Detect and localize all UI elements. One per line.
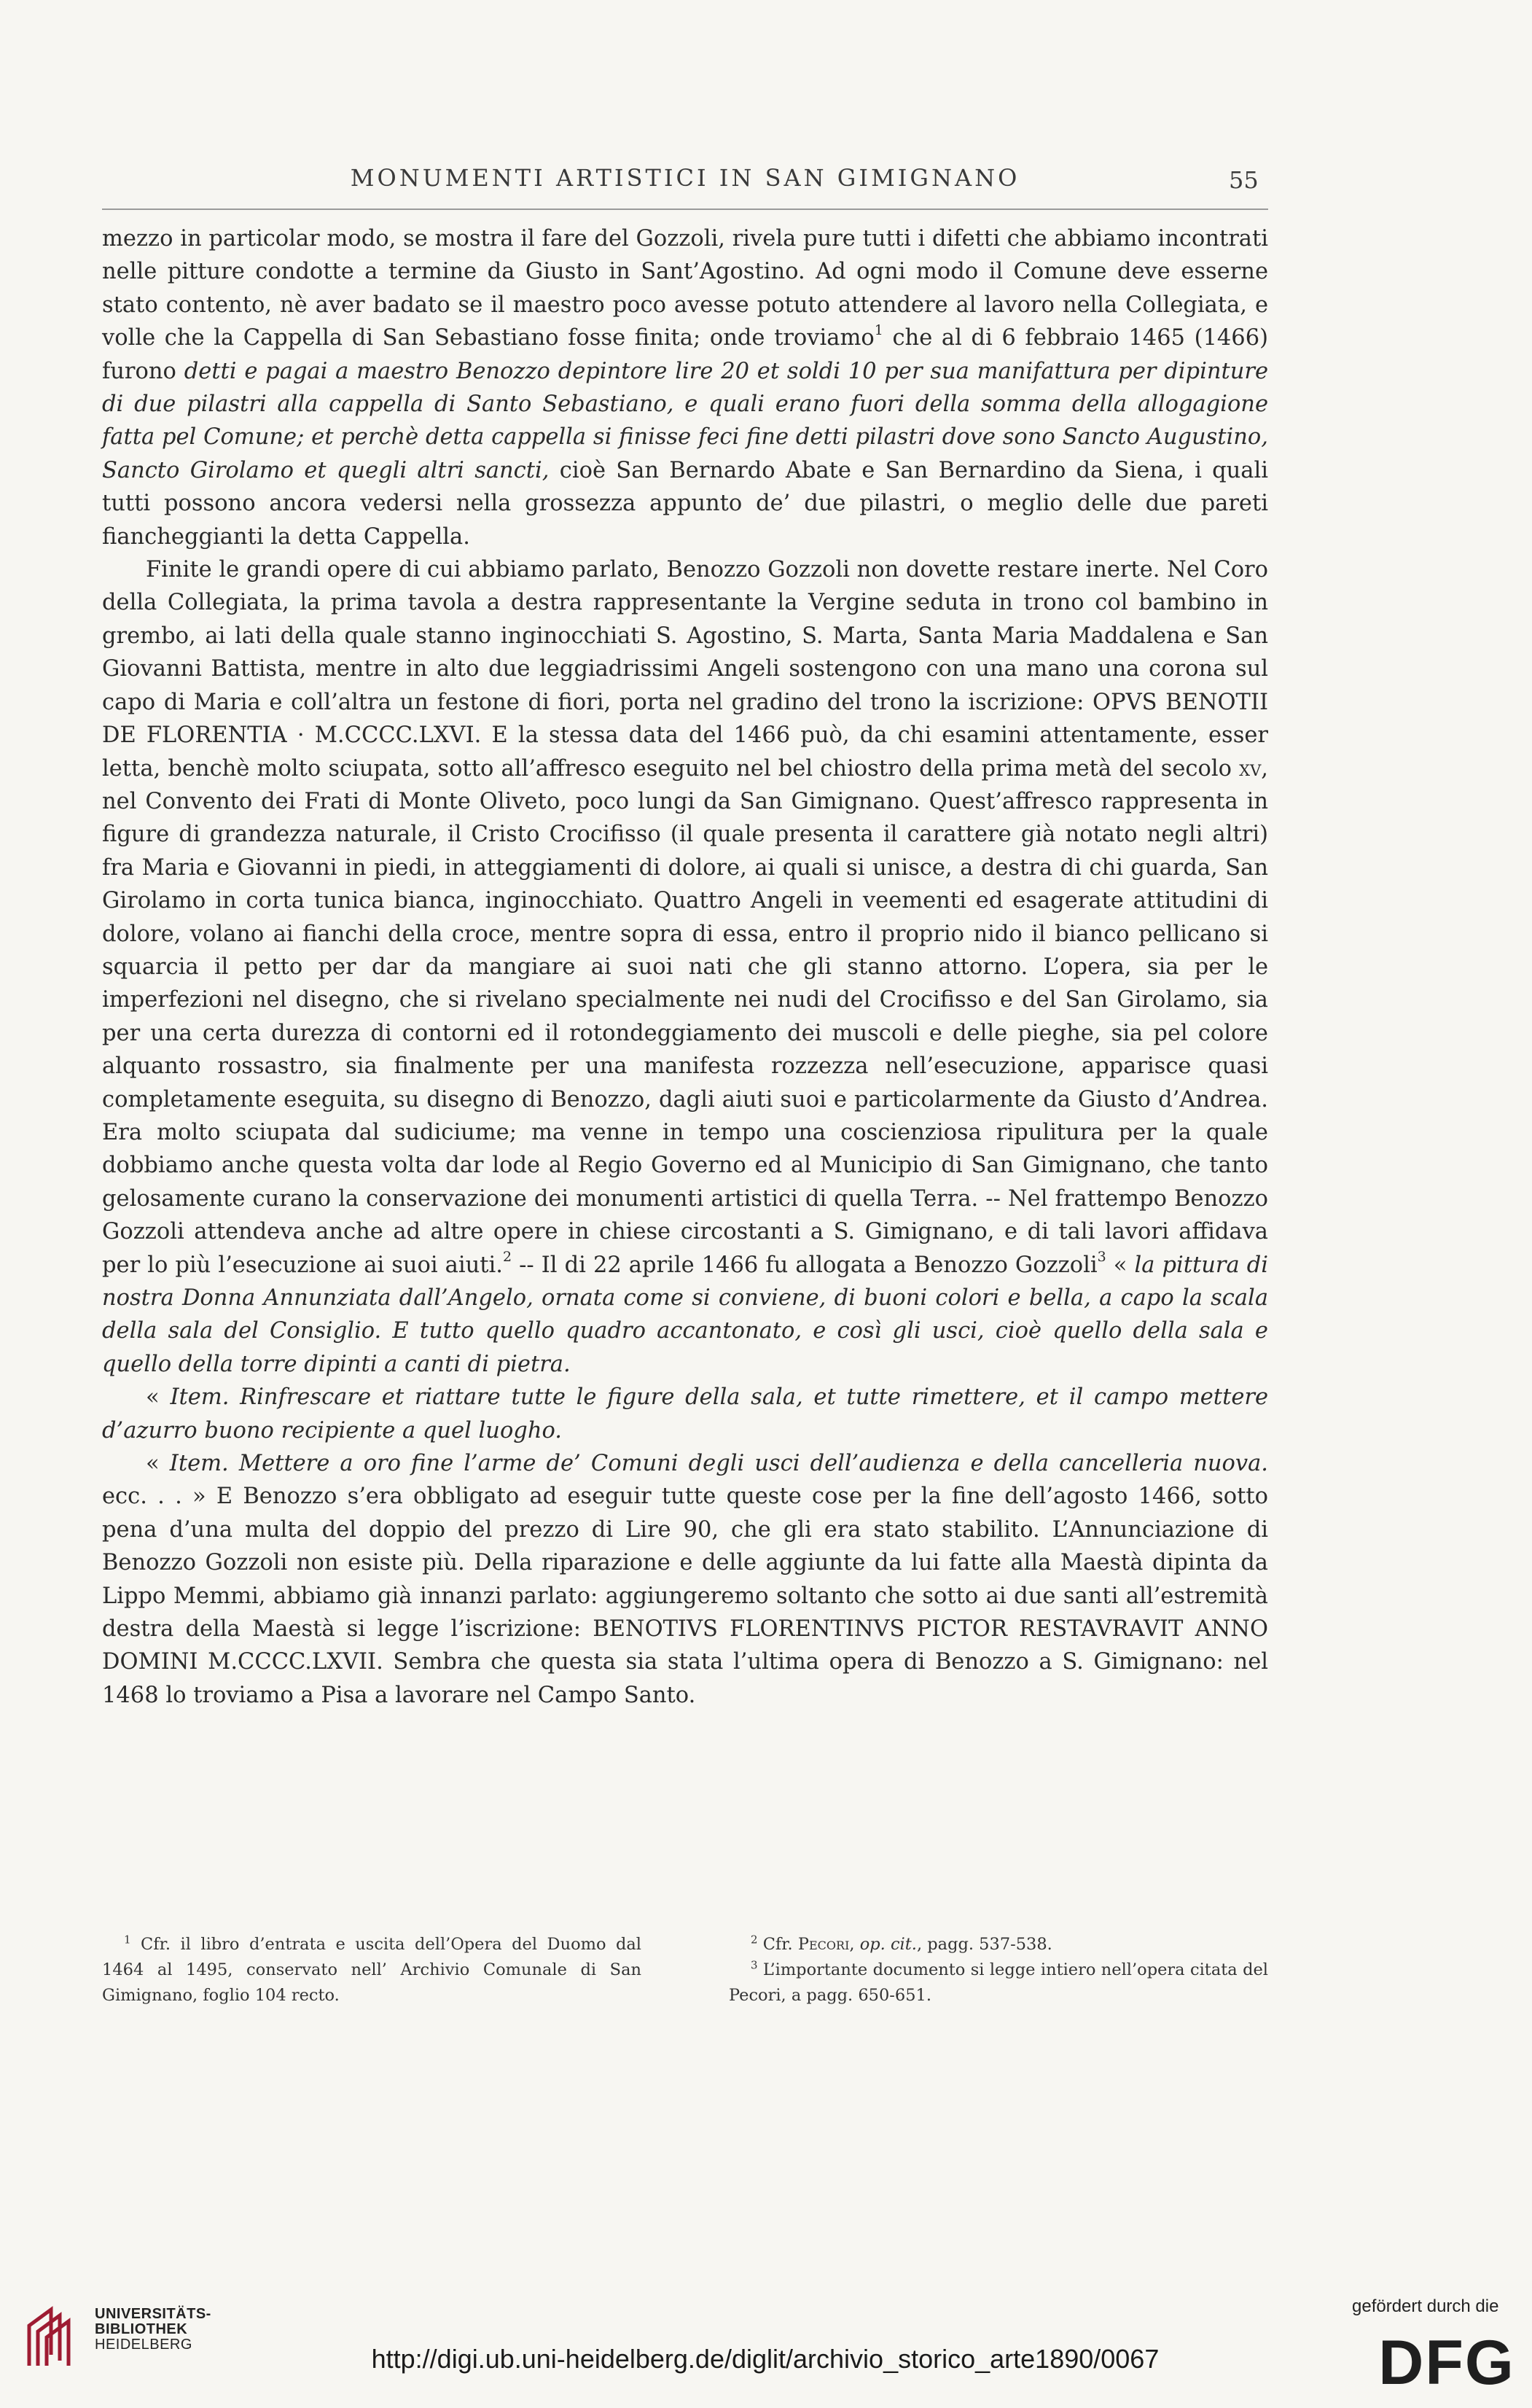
text-run: « — [146, 1384, 171, 1411]
footnotes-right-column — [729, 1932, 1268, 2008]
dfg-logo-text: DFG — [1378, 2328, 1515, 2397]
footnote-2 — [729, 1932, 1268, 1957]
funding-caption: gefördert durch die — [1352, 2296, 1499, 2316]
quoted-document-text: Item. Mettere a oro fine l’arme de’ Comuni degli usci dell’audienza e della cancelleria nuova. — [169, 1451, 1269, 1477]
footnote-text: , — [849, 1935, 860, 1954]
footnote-marker: 3 — [751, 1958, 758, 1972]
footnote-marker: 1 — [124, 1933, 131, 1947]
page-number: 55 — [1229, 166, 1259, 194]
paragraph-1 — [102, 222, 1268, 553]
footnote-marker: 2 — [751, 1933, 758, 1947]
text-run: cioè San Bernardo Abate e San Bernardino da Siena, i quali tutti possono ancora vedersi nella grossezza appunto de’ due pilastri, o meglio delle due pareti fiancheggianti la detta Cappella. — [102, 457, 1268, 550]
funding-notice — [1323, 2296, 1520, 2399]
text-run: -- Il di 22 aprile 1466 fu allogata a Benozzo Gozzoli — [512, 1252, 1098, 1278]
paragraph-4 — [102, 1447, 1268, 1712]
quoted-document-text: Item. Rinfrescare et riattare tutte le figure della sala, et tutte rimettere, et il campo mettere d’azurro buono recipiente a quel luogho. — [102, 1384, 1268, 1443]
library-name-line: BIBLIOTHEK — [95, 2321, 188, 2337]
footnote-1 — [102, 1932, 641, 2008]
footnote-text: , pagg. 537-538. — [916, 1935, 1052, 1954]
paragraph-2 — [102, 553, 1268, 1381]
footnote-ref-3[interactable]: 3 — [1097, 1249, 1106, 1266]
dfg-logo-icon[interactable] — [1374, 2324, 1520, 2397]
library-name-line: HEIDELBERG — [95, 2337, 192, 2353]
text-run: ecc. . . » E Benozzo s’era obbligato ad eseguir tutte queste cose per la fine dell’agosto 1466, sotto pena d’una multa del doppio del prezzo di Lire 90, che gli era stato stabilito. L’Annunciazione di Benozzo Gozzoli non esiste più. Della riparazione e delle aggiunte da lui fatte alla Maestà dipinta da Lippo Memmi, abbiamo già innanzi parlato: aggiungeremo soltanto che sotto ai due santi all’estremità destra della Maestà si legge l’iscrizione: BENOTIVS FLORENTINVS PICTOR RESTAVRAVIT ANNO DOMINI M.CCCC.LXVII. Sembra che questa sia stata l’ultima opera di Benozzo a S. Gimignano: nel 1468 lo troviamo a Pisa a lavorare nel Campo Santo. — [102, 1484, 1268, 1708]
text-run: Finite le grandi opere di cui abbiamo parlato, Benozzo Gozzoli non dovette restare inerte. Nel Coro della Collegiata, la prima tavola a destra rappresentante la Vergine seduta in trono col bambino in grembo, ai lati della quale stanno inginocchiati S. Agostino, S. Marta, Santa Maria Maddalena e San Giovanni Battista, mentre in alto due leggiadrissimi Angeli sostengono con una mano una corona sul capo di Maria e coll’altra un festone di fiori, porta nel gradino del trono la iscrizione: OPVS BENOTII DE FLORENTIA · M.CCCC.LXVI. E la stessa data del 1466 può, da chi esamini attentamente, esser letta, benchè molto sciupata, sotto all’affresco eseguito nel bel chiostro della prima metà del secolo — [102, 557, 1268, 782]
footnote-text: Cfr. — [757, 1935, 798, 1954]
text-run: che al di 6 febbraio 1465 (1466) furono — [102, 325, 1269, 384]
footnote-text: Cfr. il libro d’entrata e uscita dell’Opera del Duomo dal 1464 al 1495, conservato nell’ Archivio Comunale di San Gimignano, foglio 104 recto. — [102, 1935, 641, 2005]
header-rule — [102, 209, 1268, 210]
main-text — [102, 222, 1268, 1712]
text-run: , nel Convento dei Frati di Monte Oliveto, poco lungi da San Gimignano. Quest’affresco rappresenta in figure di grandezza naturale, il Cristo Crocifisso (il quale presenta il carattere già notato negli altri) fra Maria e Giovanni in piedi, in atteggiamenti di dolore, ai quali si unisce, a destra di chi guarda, San Girolamo in corta tunica bianca, inginocchiato. Quattro Angeli in veementi ed esagerate attitudini di dolore, volano ai fianchi della croce, mentre sopra di essa, entro il proprio nido il bianco pellicano si squarcia il petto per dar da mangiare ai suoi nati che gli stanno attorno. L’opera, sia per le imperfezioni nel disegno, che si rivelano specialmente nei nudi del Crocifisso e del San Girolamo, sia per una certa durezza di contorni ed il rotondeggiamento dei muscoli e delle pieghe, sia pel colore alquanto rossastro, sia finalmente per una manifesta rozzezza nell’esecuzione, apparisce quasi completamente eseguita, su disegno di Benozzo, dagli aiuti suoi e particolarmente da Giusto d’Andrea. Era molto sciupata dal sudiciume; ma venne in tempo una coscienziosa ripulitura per la quale dobbiamo anche questa volta dar lode al Regio Governo ed al Municipio di San Gimignano, che tanto gelosamente curano la conservazione dei monumenti artistici di quella Terra. -- Nel frattempo Benozzo Gozzoli attendeva anche ad altre opere in chiese circostanti a S. Gimignano, e di tali lavori affidava per lo più l’esecuzione ai suoi aiuti. — [102, 755, 1268, 1278]
library-emblem-icon — [22, 2304, 87, 2369]
library-name-line: UNIVERSITÄTS- — [95, 2306, 211, 2322]
university-library-logo[interactable] — [22, 2304, 211, 2391]
century-numeral: xv — [1239, 755, 1262, 782]
running-title: MONUMENTI ARTISTICI IN SAN GIMIGNANO — [350, 164, 1020, 192]
footnote-3 — [729, 1957, 1268, 2008]
footnote-ref-1[interactable]: 1 — [874, 322, 883, 339]
footnote-ref-2[interactable]: 2 — [502, 1249, 512, 1266]
footnote-citation: op. cit. — [859, 1935, 917, 1954]
text-run: mezzo in particolar modo, se mostra il fare del Gozzoli, rivela pure tutti i difetti che abbiamo incontrati nelle pitture condotte a termine da Giusto in Sant’Agostino. Ad ogni modo il Comune deve esserne stato contento, nè aver badato se il maestro poco avesse potuto attendere al lavoro nella Collegiata, e volle che la Cappella di San Sebastiano fosse finita; onde troviamo — [102, 226, 1268, 351]
quoted-document-text: detti e pagai a maestro Benozzo depintore lire 20 et soldi 10 per sua manifattura per dipinture di due pilastri alla cappella di Santo Sebastiano, e quali erano fuori della somma della allogagione fatta pel Comune; et perchè detta cappella si finisse feci fine detti pilastri dove sono Sancto Augustino, Sancto Girolamo et quegli altri sancti, — [102, 358, 1268, 483]
paragraph-3 — [102, 1381, 1268, 1447]
library-name — [95, 2307, 211, 2353]
text-run: « — [146, 1451, 170, 1477]
footnotes — [102, 1932, 1268, 2008]
footnote-author: Pecori — [797, 1935, 850, 1954]
footnote-text: L’importante documento si legge intiero nell’opera citata del Pecori, a pagg. 650-651. — [729, 1960, 1268, 2005]
quoted-document-text: la pittura di nostra Donna Annunziata dall’Angelo, ornata come si conviene, di buoni colori e bella, a capo la scala della sala del Consiglio. E tutto quello quadro accantonato, e così gli usci, cioè quello della sala e quello della torre dipinti a canti di pietra. — [102, 1252, 1268, 1377]
text-run: « — [1106, 1252, 1135, 1278]
permalink-url[interactable]: http://digi.ub.uni-heidelberg.de/diglit/archivio_storico_arte1890/0067 — [371, 2344, 1160, 2374]
footnotes-left-column — [102, 1932, 641, 2008]
